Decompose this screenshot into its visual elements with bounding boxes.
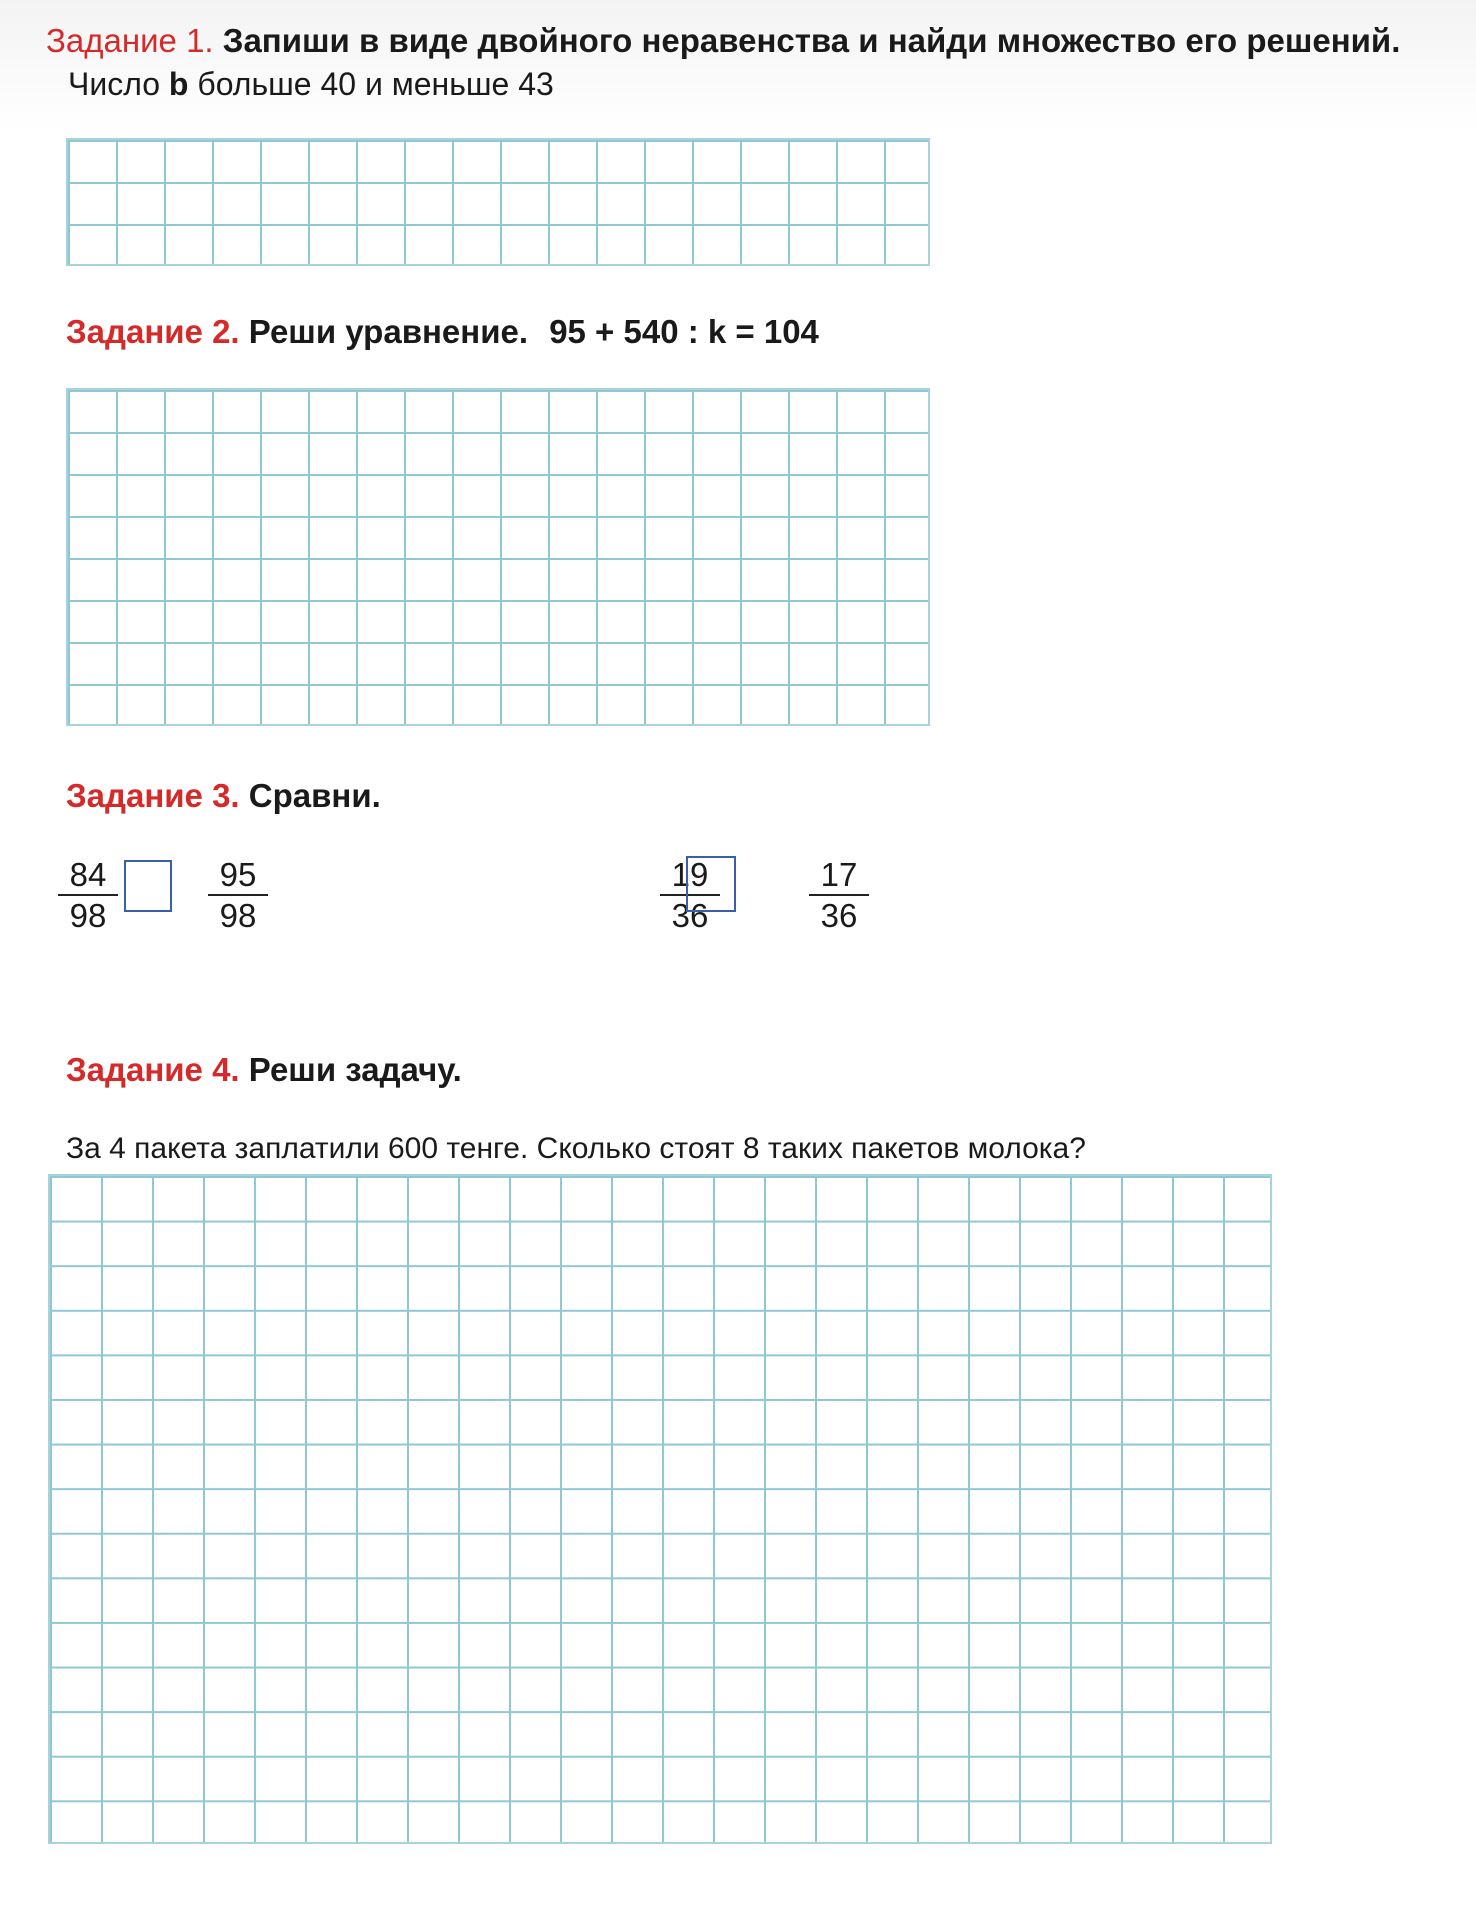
task2-answer-grid[interactable] (66, 388, 930, 726)
fraction-17-36 (809, 856, 869, 936)
task1-label: Задание 1. (46, 22, 214, 59)
task4-heading (66, 1051, 462, 1089)
task2-instruction: Реши уравнение. (248, 313, 529, 350)
task1-sub-suffix: больше 40 и меньше 43 (197, 66, 554, 102)
task1-instruction: Запиши в виде двойного неравенства и найди множество его решений. (222, 22, 1401, 59)
fraction-numerator: 19 (660, 856, 720, 896)
task4-instruction: Реши задачу. (248, 1051, 462, 1088)
task2-heading (66, 313, 819, 351)
task1-variable: b (168, 66, 189, 102)
task4-label: Задание 4. (66, 1051, 240, 1088)
task2-equation: 95 + 540 : k = 104 (549, 313, 819, 350)
fraction-denominator: 98 (219, 897, 257, 934)
task3-instruction: Сравни. (248, 777, 381, 814)
fraction-numerator: 84 (58, 856, 118, 896)
fraction-numerator: 17 (809, 856, 869, 896)
task4-problem: За 4 пакета заплатили 600 тенге. Сколько стоят 8 таких пакетов молока? (66, 1132, 1086, 1165)
compare-box-2[interactable] (686, 856, 736, 912)
fraction-84-98 (58, 856, 118, 936)
fraction-denominator: 36 (671, 897, 709, 934)
task3-heading (66, 777, 381, 815)
task1-sub-prefix: Число (68, 66, 161, 102)
task1-heading (46, 22, 1400, 60)
fraction-denominator: 36 (820, 897, 858, 934)
fraction-numerator: 95 (208, 856, 268, 896)
task1-condition (68, 66, 554, 103)
task4-answer-grid[interactable] (48, 1174, 1272, 1844)
fraction-denominator: 98 (69, 897, 107, 934)
top-shade (0, 0, 1476, 130)
compare-box-1[interactable] (124, 860, 172, 912)
task2-label: Задание 2. (66, 313, 240, 350)
task3-label: Задание 3. (66, 777, 240, 814)
task1-answer-grid[interactable] (66, 138, 930, 266)
fraction-95-98 (208, 856, 268, 936)
